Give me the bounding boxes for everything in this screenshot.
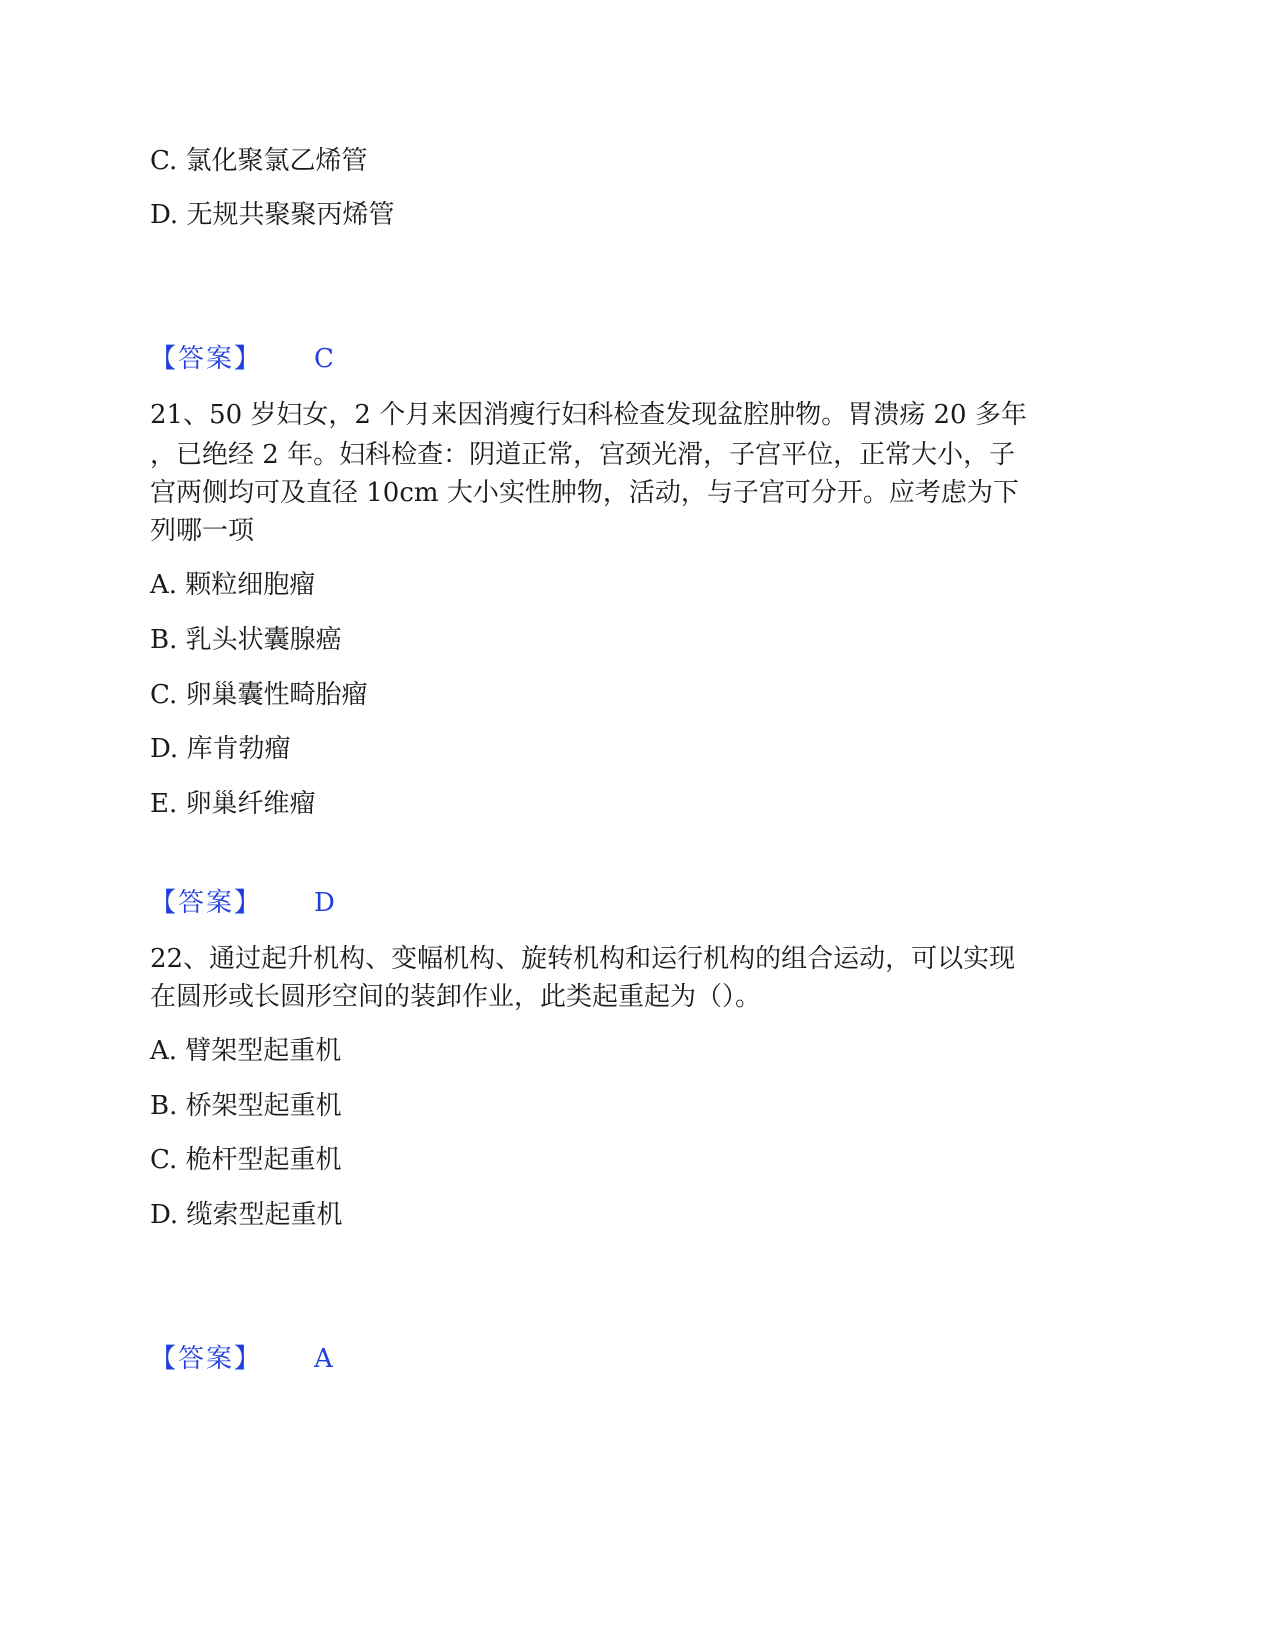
q22-stem-line-1: 22、通过起升机构、变幅机构、旋转机构和运行机构的组合运动，可以实现 [150,944,1016,974]
option-c-prev: C. 氯化聚氯乙烯管 [150,146,368,176]
answer-label: 【答案】 [150,344,263,374]
answer-value: A [314,1344,333,1374]
answer-label: 【答案】 [150,1344,263,1374]
q21-stem-line-1: 21、50 岁妇女，2 个月来因消瘦行妇科检查发现盆腔肿物。胃溃疡 20 多年 [150,400,1027,430]
q21-stem-line-4: 列哪一项 [150,516,255,546]
answer-q20 [150,340,334,378]
answer-value: C [314,344,334,374]
q21-option-b: B. 乳头状囊腺癌 [150,625,342,655]
answer-q22 [150,1340,333,1378]
q21-option-c: C. 卵巢囊性畸胎瘤 [150,680,368,710]
q22-stem-line-2: 在圆形或长圆形空间的装卸作业，此类起重起为（）。 [150,982,762,1012]
q22-option-a: A. 臂架型起重机 [150,1036,342,1066]
q21-option-e: E. 卵巢纤维瘤 [150,789,316,819]
q22-option-d: D. 缆索型起重机 [150,1200,343,1230]
q22-option-c: C. 桅杆型起重机 [150,1145,342,1175]
q21-stem-line-3: 宫两侧均可及直径 10cm 大小实性肿物，活动，与子宫可分开。应考虑为下 [150,478,1019,508]
answer-label: 【答案】 [150,888,263,918]
q21-option-a: A. 颗粒细胞瘤 [150,570,316,600]
q22-option-b: B. 桥架型起重机 [150,1091,342,1121]
answer-value: D [314,888,335,918]
q21-option-d: D. 库肯勃瘤 [150,734,291,764]
q21-stem-line-2: ，已绝经 2 年。妇科检查：阴道正常，宫颈光滑，子宫平位，正常大小，子 [150,440,1016,470]
answer-q21 [150,884,335,922]
option-d-prev: D. 无规共聚聚丙烯管 [150,200,395,230]
